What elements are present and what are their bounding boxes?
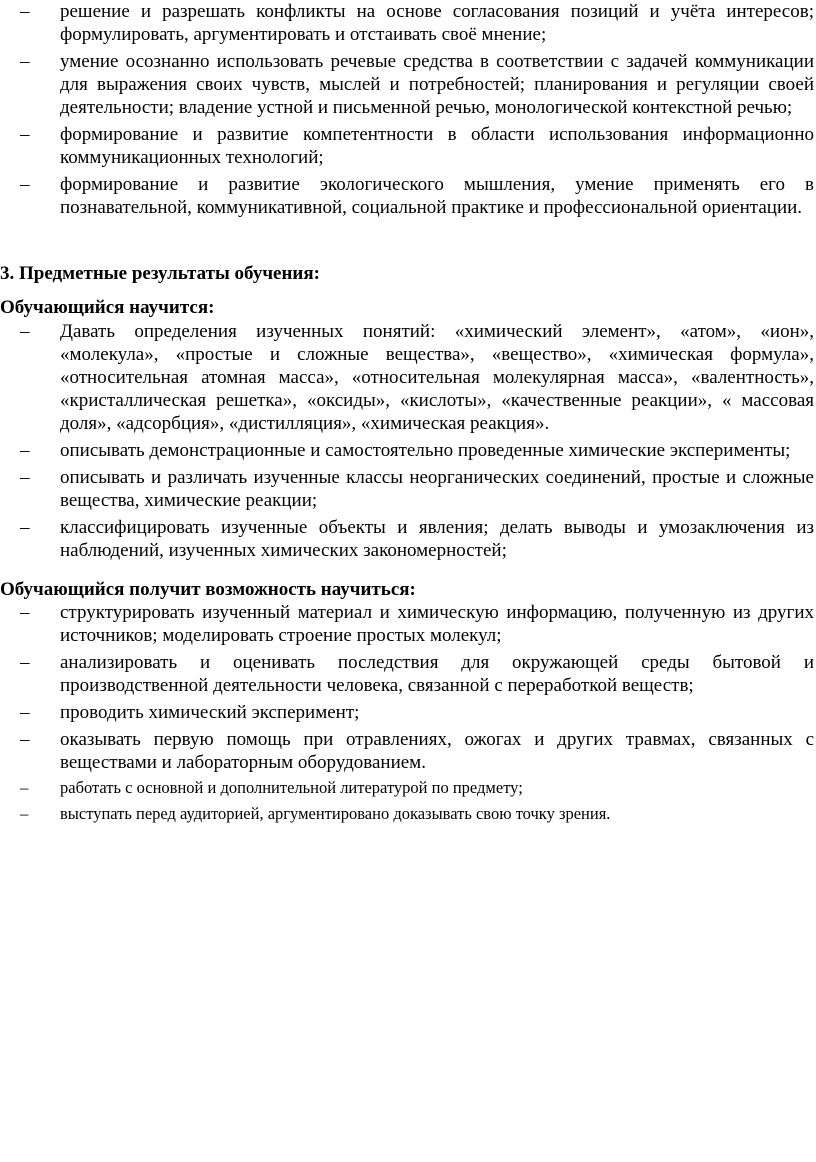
list-item: – выступать перед аудиторией, аргументировано доказывать свою точку зрения.	[0, 804, 816, 824]
opportunity-list	[0, 601, 816, 830]
list-item: – работать с основной и дополнительной литературой по предмету;	[0, 778, 816, 798]
list-item: – анализировать и оценивать последствия для окружающей среды бытовой и производственной деятельности человека, связанной с переработкой веществ;	[0, 651, 816, 697]
list-item: – описывать и различать изученные классы неорганических соединений, простые и сложные вещества, химические реакции;	[0, 466, 816, 512]
section-heading: 3. Предметные результаты обучения:	[0, 263, 320, 284]
learn-heading: Обучающийся научится:	[0, 297, 215, 318]
metasubject-results-list	[0, 0, 816, 223]
opportunity-heading: Обучающийся получит возможность научиться:	[0, 579, 416, 600]
list-item: – умение осознанно использовать речевые средства в соответствии с задачей коммуникации для выражения своих чувств, мыслей и потребностей; планирования и регуляции своей деятельности; владение устной и письменной речью, монологической контекстной речью;	[0, 50, 816, 119]
list-item: – Давать определения изученных понятий: «химический элемент», «атом», «ион», «молекула», «простые и сложные вещества», «вещество», «химическая формула», «относительная атомная масса», «относительная молекулярная масса», «валентность», «кристаллическая решетка», «оксиды», «кислоты», «качественные реакции», « массовая доля», «адсорбция», «дистилляция», «химическая реакция».	[0, 320, 816, 435]
list-item: – формирование и развитие экологического мышления, умение применять его в познавательной, коммуникативной, социальной практике и профессиональной ориентации.	[0, 173, 816, 219]
learn-list	[0, 320, 816, 566]
list-item: – описывать демонстрационные и самостоятельно проведенные химические эксперименты;	[0, 439, 816, 462]
list-item: – структурировать изученный материал и химическую информацию, полученную из других источников; моделировать строение простых молекул;	[0, 601, 816, 647]
list-item: – проводить химический эксперимент;	[0, 701, 816, 724]
list-item: – решение и разрешать конфликты на основе согласования позиций и учёта интересов; формулировать, аргументировать и отстаивать своё мнение;	[0, 0, 816, 46]
list-item: – формирование и развитие компетентности в области использования информационно коммуникационных технологий;	[0, 123, 816, 169]
list-item: – оказывать первую помощь при отравлениях, ожогах и других травмах, связанных с веществами и лабораторным оборудованием.	[0, 728, 816, 774]
list-item: – классифицировать изученные объекты и явления; делать выводы и умозаключения из наблюдений, изученных химических закономерностей;	[0, 516, 816, 562]
